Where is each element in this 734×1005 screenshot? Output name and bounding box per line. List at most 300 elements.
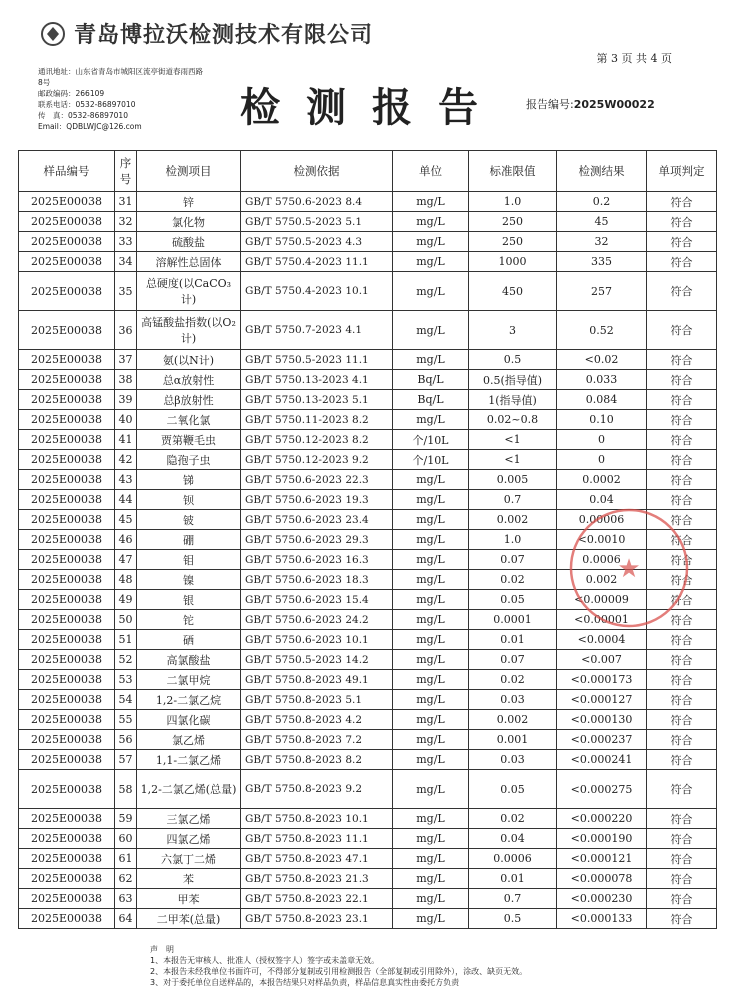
cell-unit: mg/L: [393, 232, 469, 252]
table-row: [19, 909, 717, 929]
cell-standard: GB/T 5750.12-2023 8.2: [241, 430, 393, 450]
cell-limit: 0.002: [469, 710, 557, 730]
cell-unit: mg/L: [393, 869, 469, 889]
cell-unit: mg/L: [393, 212, 469, 232]
cell-no: 46: [115, 530, 137, 550]
cell-standard: GB/T 5750.12-2023 9.2: [241, 450, 393, 470]
cell-no: 41: [115, 430, 137, 450]
contact-email: Email：QDBLWJC@126.com: [38, 122, 142, 131]
declaration-line: 1、本报告无审核人、批准人（授权签字人）签字或未盖章无效。: [150, 956, 380, 965]
cell-no: 59: [115, 809, 137, 829]
col-header-result: 检测结果: [557, 151, 647, 192]
cell-unit: mg/L: [393, 350, 469, 370]
cell-result: <0.007: [557, 650, 647, 670]
cell-sample: 2025E00038: [19, 770, 115, 809]
cell-unit: mg/L: [393, 490, 469, 510]
cell-item: 铊: [137, 610, 241, 630]
cell-result: 32: [557, 232, 647, 252]
cell-sample: 2025E00038: [19, 670, 115, 690]
contact-phone: 联系电话：0532-86897010: [38, 100, 136, 109]
cell-limit: 0.0006: [469, 849, 557, 869]
cell-result: <0.000190: [557, 829, 647, 849]
cell-item: 硒: [137, 630, 241, 650]
cell-standard: GB/T 5750.13-2023 4.1: [241, 370, 393, 390]
cell-sample: 2025E00038: [19, 909, 115, 929]
cell-limit: 0.07: [469, 550, 557, 570]
cell-unit: 个/10L: [393, 430, 469, 450]
cell-sample: 2025E00038: [19, 470, 115, 490]
cell-result: 335: [557, 252, 647, 272]
col-header-verdict: 单项判定: [647, 151, 717, 192]
cell-standard: GB/T 5750.4-2023 10.1: [241, 272, 393, 311]
cell-verdict: 符合: [647, 869, 717, 889]
cell-result: 45: [557, 212, 647, 232]
cell-limit: 0.03: [469, 750, 557, 770]
cell-result: 0: [557, 450, 647, 470]
col-header-unit: 单位: [393, 151, 469, 192]
cell-item: 二氧化氯: [137, 410, 241, 430]
cell-standard: GB/T 5750.6-2023 18.3: [241, 570, 393, 590]
cell-no: 32: [115, 212, 137, 232]
cell-limit: 0.05: [469, 590, 557, 610]
cell-item: 高氯酸盐: [137, 650, 241, 670]
company-logo-icon: [40, 21, 66, 47]
cell-item: 氨(以N计): [137, 350, 241, 370]
cell-item: 钡: [137, 490, 241, 510]
cell-sample: 2025E00038: [19, 410, 115, 430]
results-table: [18, 150, 717, 929]
cell-verdict: 符合: [647, 450, 717, 470]
cell-item: 硫酸盐: [137, 232, 241, 252]
table-row: [19, 410, 717, 430]
cell-no: 48: [115, 570, 137, 590]
cell-no: 64: [115, 909, 137, 929]
cell-verdict: 符合: [647, 410, 717, 430]
cell-unit: 个/10L: [393, 450, 469, 470]
cell-item: 溶解性总固体: [137, 252, 241, 272]
contact-address: 通讯地址：山东省青岛市城阳区流亭街道春雨西路: [38, 67, 203, 76]
cell-no: 39: [115, 390, 137, 410]
cell-result: <0.0010: [557, 530, 647, 550]
table-row: [19, 750, 717, 770]
cell-limit: 0.07: [469, 650, 557, 670]
cell-limit: <1: [469, 450, 557, 470]
col-header-standard: 检测依据: [241, 151, 393, 192]
table-row: [19, 650, 717, 670]
cell-limit: <1: [469, 430, 557, 450]
table-row: [19, 770, 717, 809]
cell-item: 甲苯: [137, 889, 241, 909]
cell-limit: 0.04: [469, 829, 557, 849]
cell-result: 0.0002: [557, 470, 647, 490]
cell-unit: mg/L: [393, 252, 469, 272]
cell-verdict: 符合: [647, 252, 717, 272]
cell-item: 锑: [137, 470, 241, 490]
cell-limit: 0.01: [469, 630, 557, 650]
cell-result: <0.00001: [557, 610, 647, 630]
cell-no: 36: [115, 311, 137, 350]
table-row: [19, 690, 717, 710]
cell-standard: GB/T 5750.8-2023 8.2: [241, 750, 393, 770]
cell-limit: 3: [469, 311, 557, 350]
cell-result: <0.000173: [557, 670, 647, 690]
cell-standard: GB/T 5750.13-2023 5.1: [241, 390, 393, 410]
cell-standard: GB/T 5750.8-2023 4.2: [241, 710, 393, 730]
cell-no: 61: [115, 849, 137, 869]
cell-verdict: 符合: [647, 470, 717, 490]
cell-unit: mg/L: [393, 272, 469, 311]
cell-sample: 2025E00038: [19, 829, 115, 849]
cell-sample: 2025E00038: [19, 610, 115, 630]
cell-result: <0.000237: [557, 730, 647, 750]
cell-verdict: 符合: [647, 909, 717, 929]
cell-standard: GB/T 5750.5-2023 11.1: [241, 350, 393, 370]
cell-unit: mg/L: [393, 590, 469, 610]
col-header-item: 检测项目: [137, 151, 241, 192]
cell-item: 1,2-二氯乙烯(总量): [137, 770, 241, 809]
page-info: 第 3 页 共 4 页: [596, 52, 672, 65]
cell-standard: GB/T 5750.6-2023 19.3: [241, 490, 393, 510]
cell-limit: 250: [469, 212, 557, 232]
cell-standard: GB/T 5750.6-2023 8.4: [241, 192, 393, 212]
cell-item: 总硬度(以CaCO₃计): [137, 272, 241, 311]
cell-item: 氯化物: [137, 212, 241, 232]
cell-no: 54: [115, 690, 137, 710]
cell-sample: 2025E00038: [19, 252, 115, 272]
cell-standard: GB/T 5750.6-2023 29.3: [241, 530, 393, 550]
cell-sample: 2025E00038: [19, 869, 115, 889]
cell-result: <0.000220: [557, 809, 647, 829]
cell-item: 苯: [137, 869, 241, 889]
cell-verdict: 符合: [647, 350, 717, 370]
cell-unit: mg/L: [393, 730, 469, 750]
cell-sample: 2025E00038: [19, 430, 115, 450]
table-row: [19, 212, 717, 232]
cell-no: 63: [115, 889, 137, 909]
cell-limit: 0.02: [469, 570, 557, 590]
cell-result: 0.04: [557, 490, 647, 510]
cell-standard: GB/T 5750.8-2023 10.1: [241, 809, 393, 829]
table-row: [19, 350, 717, 370]
cell-sample: 2025E00038: [19, 232, 115, 252]
cell-standard: GB/T 5750.5-2023 14.2: [241, 650, 393, 670]
col-header-limit: 标准限值: [469, 151, 557, 192]
table-row: [19, 390, 717, 410]
cell-standard: GB/T 5750.5-2023 4.3: [241, 232, 393, 252]
contact-fax: 传 真：0532-86897010: [38, 111, 128, 120]
cell-verdict: 符合: [647, 530, 717, 550]
table-row: [19, 490, 717, 510]
cell-verdict: 符合: [647, 212, 717, 232]
table-row: [19, 450, 717, 470]
table-row: [19, 849, 717, 869]
table-row: [19, 272, 717, 311]
cell-verdict: 符合: [647, 430, 717, 450]
cell-sample: 2025E00038: [19, 650, 115, 670]
cell-standard: GB/T 5750.6-2023 10.1: [241, 630, 393, 650]
cell-result: <0.000133: [557, 909, 647, 929]
cell-standard: GB/T 5750.6-2023 15.4: [241, 590, 393, 610]
cell-limit: 0.02~0.8: [469, 410, 557, 430]
cell-sample: 2025E00038: [19, 390, 115, 410]
cell-no: 43: [115, 470, 137, 490]
cell-sample: 2025E00038: [19, 530, 115, 550]
cell-result: 0.2: [557, 192, 647, 212]
cell-sample: 2025E00038: [19, 350, 115, 370]
cell-standard: GB/T 5750.6-2023 22.3: [241, 470, 393, 490]
cell-result: <0.000078: [557, 869, 647, 889]
cell-limit: 0.005: [469, 470, 557, 490]
cell-standard: GB/T 5750.4-2023 11.1: [241, 252, 393, 272]
cell-verdict: 符合: [647, 889, 717, 909]
cell-item: 总α放射性: [137, 370, 241, 390]
report-number-label: 报告编号:: [526, 98, 574, 111]
cell-no: 35: [115, 272, 137, 311]
cell-unit: mg/L: [393, 530, 469, 550]
table-row: [19, 630, 717, 650]
cell-result: <0.02: [557, 350, 647, 370]
table-row: [19, 252, 717, 272]
cell-sample: 2025E00038: [19, 750, 115, 770]
cell-standard: GB/T 5750.8-2023 22.1: [241, 889, 393, 909]
company-name: 青岛博拉沃检测技术有限公司: [74, 23, 374, 48]
cell-standard: GB/T 5750.6-2023 23.4: [241, 510, 393, 530]
cell-no: 45: [115, 510, 137, 530]
cell-sample: 2025E00038: [19, 510, 115, 530]
cell-verdict: 符合: [647, 570, 717, 590]
cell-verdict: 符合: [647, 750, 717, 770]
contact-postcode: 邮政编码：266109: [38, 89, 105, 98]
table-row: [19, 809, 717, 829]
cell-no: 40: [115, 410, 137, 430]
cell-limit: 0.01: [469, 869, 557, 889]
cell-item: 镍: [137, 570, 241, 590]
cell-limit: 0.002: [469, 510, 557, 530]
table-row: [19, 730, 717, 750]
cell-standard: GB/T 5750.8-2023 11.1: [241, 829, 393, 849]
cell-item: 银: [137, 590, 241, 610]
table-row: [19, 470, 717, 490]
cell-limit: 1.0: [469, 530, 557, 550]
cell-standard: GB/T 5750.6-2023 16.3: [241, 550, 393, 570]
col-header-no: 序号: [115, 151, 137, 192]
cell-result: <0.000121: [557, 849, 647, 869]
cell-verdict: 符合: [647, 550, 717, 570]
table-row: [19, 710, 717, 730]
cell-verdict: 符合: [647, 809, 717, 829]
table-row: [19, 192, 717, 212]
cell-sample: 2025E00038: [19, 550, 115, 570]
cell-sample: 2025E00038: [19, 490, 115, 510]
report-number: [526, 96, 655, 112]
cell-sample: 2025E00038: [19, 570, 115, 590]
cell-verdict: 符合: [647, 490, 717, 510]
cell-unit: mg/L: [393, 550, 469, 570]
cell-no: 51: [115, 630, 137, 650]
table-row: [19, 869, 717, 889]
cell-no: 50: [115, 610, 137, 630]
cell-sample: 2025E00038: [19, 690, 115, 710]
cell-unit: mg/L: [393, 610, 469, 630]
cell-sample: 2025E00038: [19, 590, 115, 610]
cell-item: 1,2-二氯乙烷: [137, 690, 241, 710]
cell-verdict: 符合: [647, 630, 717, 650]
cell-limit: 0.0001: [469, 610, 557, 630]
cell-standard: GB/T 5750.8-2023 23.1: [241, 909, 393, 929]
cell-verdict: 符合: [647, 610, 717, 630]
cell-standard: GB/T 5750.8-2023 47.1: [241, 849, 393, 869]
cell-item: 隐孢子虫: [137, 450, 241, 470]
cell-result: <0.00009: [557, 590, 647, 610]
cell-result: <0.000230: [557, 889, 647, 909]
cell-verdict: 符合: [647, 232, 717, 252]
table-row: [19, 610, 717, 630]
table-row: [19, 311, 717, 350]
report-title: 检测报告: [240, 85, 504, 131]
cell-verdict: 符合: [647, 770, 717, 809]
cell-result: 0.0006: [557, 550, 647, 570]
cell-unit: mg/L: [393, 650, 469, 670]
cell-no: 56: [115, 730, 137, 750]
contact-address-cont: 8号: [38, 78, 51, 87]
cell-result: 257: [557, 272, 647, 311]
table-row: [19, 570, 717, 590]
cell-item: 二氯甲烷: [137, 670, 241, 690]
cell-limit: 0.05: [469, 770, 557, 809]
cell-no: 34: [115, 252, 137, 272]
cell-verdict: 符合: [647, 650, 717, 670]
cell-limit: 0.02: [469, 809, 557, 829]
cell-verdict: 符合: [647, 730, 717, 750]
cell-unit: mg/L: [393, 889, 469, 909]
cell-no: 47: [115, 550, 137, 570]
cell-standard: GB/T 5750.8-2023 49.1: [241, 670, 393, 690]
cell-limit: 1.0: [469, 192, 557, 212]
col-header-sample: 样品编号: [19, 151, 115, 192]
table-row: [19, 829, 717, 849]
table-row: [19, 590, 717, 610]
cell-no: 58: [115, 770, 137, 809]
report-number-value: 2025W00022: [573, 98, 655, 111]
cell-limit: 0.03: [469, 690, 557, 710]
svg-text:★: ★: [617, 554, 641, 584]
cell-unit: mg/L: [393, 770, 469, 809]
cell-unit: mg/L: [393, 570, 469, 590]
cell-no: 37: [115, 350, 137, 370]
cell-item: 三氯乙烯: [137, 809, 241, 829]
cell-limit: 0.5: [469, 909, 557, 929]
cell-limit: 1(指导值): [469, 390, 557, 410]
declaration-line: 3、对于委托单位自送样品的，本报告结果只对样品负责，样品信息真实性由委托方负责: [150, 978, 460, 987]
cell-item: 四氯乙烯: [137, 829, 241, 849]
cell-limit: 0.5(指导值): [469, 370, 557, 390]
declaration-title: 声 明: [150, 945, 174, 954]
cell-no: 55: [115, 710, 137, 730]
cell-result: <0.000241: [557, 750, 647, 770]
cell-no: 53: [115, 670, 137, 690]
cell-standard: GB/T 5750.5-2023 5.1: [241, 212, 393, 232]
cell-result: 0.084: [557, 390, 647, 410]
cell-result: <0.000127: [557, 690, 647, 710]
table-row: [19, 889, 717, 909]
cell-verdict: 符合: [647, 710, 717, 730]
cell-verdict: 符合: [647, 590, 717, 610]
cell-sample: 2025E00038: [19, 192, 115, 212]
cell-limit: 0.7: [469, 889, 557, 909]
declaration-line: 2、本报告未经我单位书面许可，不得部分复制或引用检测报告（全部复制或引用除外），涂改、缺页无效。: [150, 967, 528, 976]
cell-result: 0.002: [557, 570, 647, 590]
table-row: [19, 430, 717, 450]
cell-sample: 2025E00038: [19, 630, 115, 650]
cell-limit: 0.7: [469, 490, 557, 510]
cell-no: 33: [115, 232, 137, 252]
cell-verdict: 符合: [647, 510, 717, 530]
cell-no: 57: [115, 750, 137, 770]
cell-result: 0.52: [557, 311, 647, 350]
cell-no: 62: [115, 869, 137, 889]
cell-result: 0.033: [557, 370, 647, 390]
cell-unit: mg/L: [393, 630, 469, 650]
cell-item: 1,1-二氯乙烯: [137, 750, 241, 770]
cell-limit: 450: [469, 272, 557, 311]
cell-item: 总β放射性: [137, 390, 241, 410]
cell-verdict: 符合: [647, 272, 717, 311]
cell-unit: mg/L: [393, 192, 469, 212]
cell-no: 52: [115, 650, 137, 670]
cell-unit: mg/L: [393, 311, 469, 350]
cell-limit: 0.5: [469, 350, 557, 370]
cell-sample: 2025E00038: [19, 212, 115, 232]
cell-no: 31: [115, 192, 137, 212]
cell-item: 硼: [137, 530, 241, 550]
cell-item: 贾第鞭毛虫: [137, 430, 241, 450]
cell-no: 38: [115, 370, 137, 390]
cell-standard: GB/T 5750.7-2023 4.1: [241, 311, 393, 350]
cell-unit: mg/L: [393, 410, 469, 430]
cell-result: 0.00006: [557, 510, 647, 530]
cell-unit: mg/L: [393, 510, 469, 530]
declaration: [150, 944, 527, 988]
cell-verdict: 符合: [647, 192, 717, 212]
cell-unit: Bq/L: [393, 390, 469, 410]
cell-item: 六氯丁二烯: [137, 849, 241, 869]
table-row: [19, 370, 717, 390]
cell-item: 四氯化碳: [137, 710, 241, 730]
cell-sample: 2025E00038: [19, 710, 115, 730]
cell-verdict: 符合: [647, 311, 717, 350]
cell-sample: 2025E00038: [19, 849, 115, 869]
cell-item: 二甲苯(总量): [137, 909, 241, 929]
cell-limit: 250: [469, 232, 557, 252]
cell-item: 高锰酸盐指数(以O₂计): [137, 311, 241, 350]
cell-result: <0.000275: [557, 770, 647, 809]
table-row: [19, 550, 717, 570]
table-header-row: [19, 151, 717, 192]
cell-no: 49: [115, 590, 137, 610]
cell-standard: GB/T 5750.6-2023 24.2: [241, 610, 393, 630]
cell-unit: mg/L: [393, 710, 469, 730]
cell-standard: GB/T 5750.8-2023 21.3: [241, 869, 393, 889]
cell-standard: GB/T 5750.8-2023 7.2: [241, 730, 393, 750]
cell-item: 锌: [137, 192, 241, 212]
cell-verdict: 符合: [647, 690, 717, 710]
table-row: [19, 670, 717, 690]
cell-result: <0.000130: [557, 710, 647, 730]
cell-item: 铍: [137, 510, 241, 530]
cell-sample: 2025E00038: [19, 370, 115, 390]
cell-unit: mg/L: [393, 690, 469, 710]
cell-sample: 2025E00038: [19, 272, 115, 311]
